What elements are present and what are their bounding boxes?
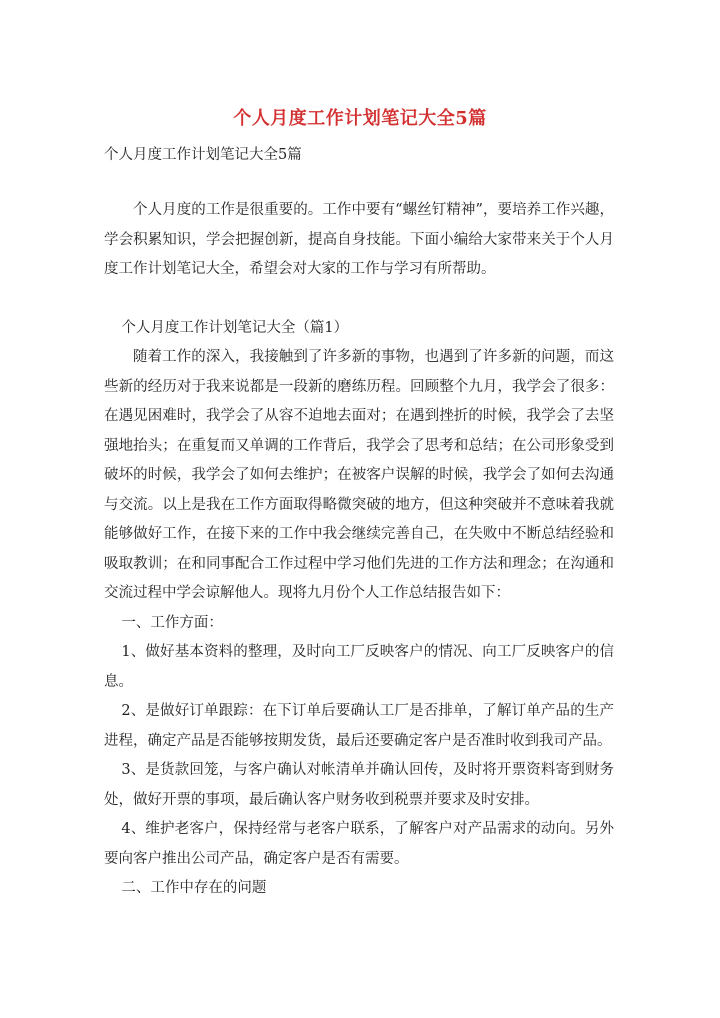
section-1-paragraph: 随着工作的深入，我接触到了许多新的事物，也遇到了许多新的问题，而这些新的经历对于我来说都是一段新的磨练历程。回顾整个九月，我学会了很多：在遇见困难时，我学会了从容不迫地去面对；在遇到挫折的时候，我学会了去坚强地抬头；在重复而又单调的工作背后，我学会了思考和总结；在公司形象受到破坏的时候，我学会了如何去维护；在被客户误解的时候，我学会了如何去沟通与交流。以上是我在工作方面取得略微突破的地方，但这种突破并不意味着我就能够做好工作，在接下来的工作中我会继续完善自己，在失败中不断总结经验和吸取教训；在和同事配合工作过程中学习他们先进的工作方法和理念；在沟通和交流过程中学会谅解他人。现将九月份个人工作总结报告如下： — [104, 349, 614, 601]
list-item-2: 2、是做好订单跟踪：在下订单后要确认工厂是否排单，了解订单产品的生产进程，确定产品是否能够按期发货，最后还要确定客户是否准时收到我司产品。 — [104, 703, 614, 749]
document-subtitle: 个人月度工作计划笔记大全5篇 — [104, 147, 302, 163]
document-title: 个人月度工作计划笔记大全5篇 — [233, 108, 487, 129]
intro-paragraph: 个人月度的工作是很重要的。工作中要有“螺丝钉精神”，要培养工作兴趣，学会积累知识，学会把握创新，提高自身技能。下面小编给大家带来关于个人月度工作计划笔记大全，希望会对大家的工作与学习有所帮助。 — [104, 202, 614, 277]
list-item-1: 1、做好基本资料的整理，及时向工厂反映客户的情况、向工厂反映客户的信息。 — [104, 644, 614, 690]
heading-work: 一、工作方面： — [121, 614, 223, 631]
list-item-3: 3、是货款回笼，与客户确认对帐清单并确认回传，及时将开票资料寄到财务处，做好开票的事项，最后确认客户财务收到税票并要求及时安排。 — [104, 762, 614, 808]
document-body — [104, 196, 614, 904]
list-item-4: 4、维护老客户，保持经常与老客户联系，了解客户对产品需求的动向。另外要向客户推出公司产品，确定客户是否有需要。 — [104, 821, 614, 867]
section-1-title: 个人月度工作计划笔记大全（篇1） — [121, 319, 349, 336]
heading-problems: 二、工作中存在的问题 — [121, 880, 267, 896]
